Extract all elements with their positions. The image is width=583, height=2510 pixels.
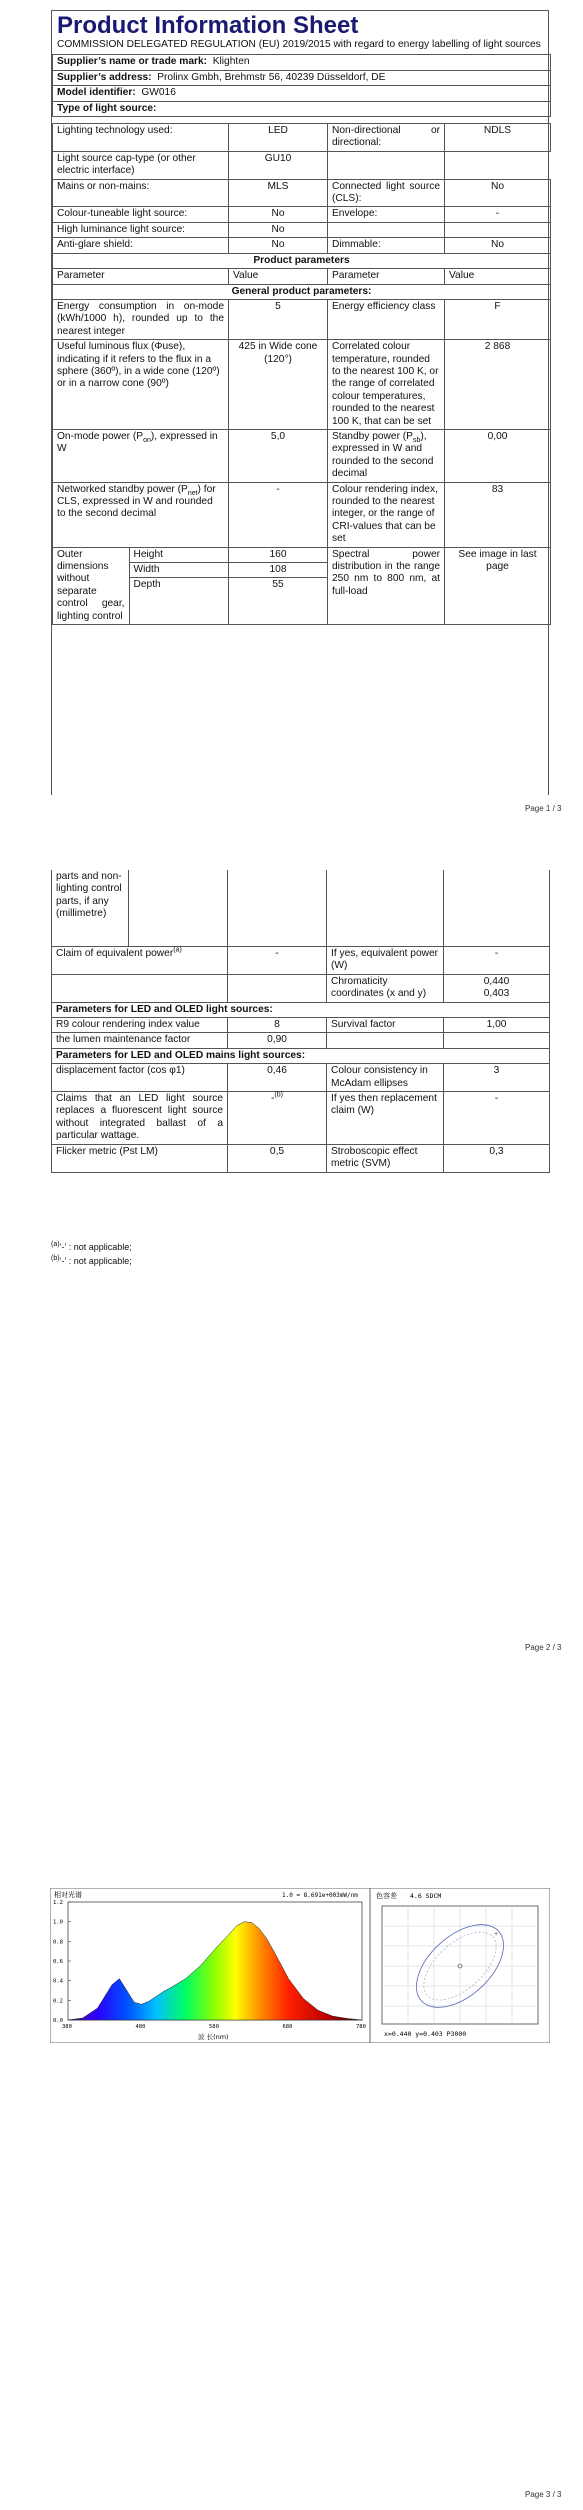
blank-cell: [328, 222, 445, 237]
cie-footer: x=0.440 y=0.403 P3000: [384, 2030, 467, 2038]
led-section-header: Parameters for LED and OLED light sources:: [52, 1002, 550, 1017]
directional-label: Non-directional or directional:: [328, 124, 445, 152]
col-value: Value: [229, 269, 328, 284]
energy-value: 5: [229, 299, 328, 339]
envelope-value: -: [445, 207, 551, 222]
lumen-label: the lumen maintenance factor: [52, 1033, 228, 1048]
blank-cell: [445, 151, 551, 179]
scale-header: 1.0 = 8.691e+003mW/nm: [282, 1892, 358, 1899]
equivalent-w-label: If yes, equivalent power (W): [327, 947, 444, 975]
cct-value: 2 868: [445, 340, 551, 430]
equivalent-power-value: -: [228, 947, 327, 975]
supplier-name-label: Supplier’s name or trade mark:: [57, 56, 208, 68]
dimensions-row: [53, 547, 551, 625]
blank-cell: [228, 870, 327, 947]
equivalent-power-label: Claim of equivalent power$^{(a)}$: [52, 947, 228, 975]
flicker-value: 0,5: [228, 1144, 327, 1172]
blank-cell: [52, 974, 228, 1002]
x-tick-label: 480: [135, 2024, 146, 2030]
network-row: [53, 482, 551, 547]
spd-value: See image in last page: [445, 547, 551, 625]
y-tick-label: 0.4: [53, 1978, 63, 1985]
dimmable-label: Dimmable:: [328, 238, 445, 253]
dimensions-cell: [53, 547, 229, 625]
height-label: Height: [129, 548, 228, 563]
flux-row: [53, 340, 551, 430]
equivalent-w-value: -: [444, 947, 550, 975]
chromaticity-x: 0,440: [483, 975, 510, 987]
cie-header-a: 色容差: [376, 1892, 397, 1900]
dimmable-value: No: [445, 238, 551, 253]
page-1: [0, 0, 583, 820]
chromaticity-value: [444, 974, 550, 1002]
displacement-label: displacement factor (cos φ1): [52, 1064, 228, 1092]
chromaticity-chart: [370, 1888, 550, 2043]
networked-standby-label: Networked standby power $(P_{net})$ for CLS, expressed in W and rounded to the second decimal: [53, 482, 229, 547]
replacement-label: If yes then replacement claim (W): [327, 1092, 444, 1145]
energy-class-label: Energy efficiency class: [328, 299, 445, 339]
page-2: [0, 870, 583, 1670]
depth-label: Depth: [129, 578, 228, 625]
flicker-row: [52, 1144, 550, 1172]
type-header-row: [53, 101, 551, 116]
survival-label: Survival factor: [327, 1018, 444, 1033]
high-luminance-row: [53, 222, 551, 237]
displacement-row: [52, 1064, 550, 1092]
model-value: GW016: [141, 87, 176, 99]
energy-row: [53, 299, 551, 339]
claim-value: -$^{(b)}$: [228, 1092, 327, 1145]
info-sheet-table-continued: [51, 870, 549, 1173]
y-tick-label: 1.0: [53, 1919, 63, 1926]
footnote-a: $^{(a)}$‘-’ : not applicable;: [51, 1241, 132, 1252]
blank-cell: [444, 870, 550, 947]
mains-section-row: [52, 1048, 550, 1063]
flux-value: 425 in Wide cone (120°): [229, 340, 328, 430]
standby-value: 0,00: [445, 429, 551, 482]
cct-label: Correlated colour temperature, rounded to the nearest 100 K, or the range of correlated colour temperatures, rounded to the nearest 100 K, that can be set: [328, 340, 445, 430]
mains-row: [53, 179, 551, 207]
displacement-value: 0,46: [228, 1064, 327, 1092]
tech-row: [53, 124, 551, 152]
replacement-value: -: [444, 1092, 550, 1145]
colour-tuneable-row: [53, 207, 551, 222]
cri-label: Colour rendering index, rounded to the nearest integer, or the range of CRI-values that can be set: [328, 482, 445, 547]
model-label: Model identifier:: [57, 87, 136, 99]
regulation-subtitle: COMMISSION DELEGATED REGULATION (EU) 2019/2015 with regard to energy labelling of light sources: [57, 39, 541, 50]
page-title: Product Information Sheet: [57, 12, 359, 39]
blank-cell: [327, 870, 444, 947]
x-tick-label: 380: [62, 2024, 72, 2030]
x-axis-label: 波 长(nm): [198, 2033, 229, 2041]
chromaticity-y: 0,403: [483, 988, 510, 1000]
dimensions-continued-row: [52, 870, 550, 947]
y-tick-label: 0.0: [53, 2018, 63, 2024]
y-tick-label: 0.6: [53, 1959, 63, 1965]
mains-value: MLS: [229, 179, 328, 207]
dimensions-values: [229, 547, 328, 625]
width-label: Width: [129, 563, 228, 578]
blank-cell: [445, 222, 551, 237]
on-mode-value: 5,0: [229, 429, 328, 482]
y-tick-label: 0.2: [53, 1998, 63, 2005]
col-parameter: Parameter: [328, 269, 445, 284]
column-header-row: [53, 269, 551, 284]
claim-label: Claims that an LED light source replaces a fluorescent light source without integrated ballast of a particular wattage.: [52, 1092, 228, 1145]
cap-label: Light source cap-type (or other electric interface): [53, 151, 229, 179]
led-section-row: [52, 1002, 550, 1017]
info-sheet-table: [51, 10, 549, 795]
survival-value: 1,00: [444, 1018, 550, 1033]
supplier-address-row: [53, 70, 551, 85]
energy-label: Energy consumption in on-mode (kWh/1000 h), rounded up to the nearest integer: [53, 299, 229, 339]
lumen-maintenance-row: [52, 1033, 550, 1048]
cap-value: GU10: [229, 151, 328, 179]
claim-row: [52, 1092, 550, 1145]
col-parameter: Parameter: [53, 269, 229, 284]
dimensions-cell-continued: [52, 870, 228, 947]
page-number: Page 2 / 3: [525, 1643, 562, 1652]
flux-label: Useful luminous flux (Φuse), indicating if it refers to the flux in a sphere (360º), in a wide cone (120º) or in a narrow cone (90º): [53, 340, 229, 430]
r9-row: [52, 1018, 550, 1033]
cls-label: Connected light source (CLS):: [328, 179, 445, 207]
on-mode-label: On-mode power $(P_{on})$, expressed in W: [53, 429, 229, 482]
svm-value: 0,3: [444, 1144, 550, 1172]
lumen-value: 0,90: [228, 1033, 327, 1048]
page-number: Page 3 / 3: [525, 2490, 562, 2499]
dimensions-label: Outer dimensions without separate control gear, lighting control: [53, 548, 129, 625]
params-section-header: Product parameters: [53, 253, 551, 268]
dimensions-label-continued: parts and non-lighting control parts, if any (millimetre): [52, 870, 128, 946]
type-header: Type of light source:: [53, 101, 551, 116]
measured-point: +: [494, 1931, 499, 1938]
supplier-address-label: Supplier’s address:: [57, 71, 152, 83]
x-tick-label: 580: [209, 2024, 219, 2030]
anti-glare-row: [53, 238, 551, 253]
mains-section-header: Parameters for LED and OLED mains light sources:: [52, 1048, 550, 1063]
r9-value: 8: [228, 1018, 327, 1033]
hl-label: High luminance light source:: [53, 222, 229, 237]
cls-value: No: [445, 179, 551, 207]
colour-label: Colour-tuneable light source:: [53, 207, 229, 222]
svm-label: Stroboscopic effect metric (SVM): [327, 1144, 444, 1172]
y-tick-label: 1.2: [53, 1900, 63, 1906]
model-row: [53, 86, 551, 101]
cap-row: [53, 151, 551, 179]
blank-cell: [328, 151, 445, 179]
col-value: Value: [445, 269, 551, 284]
y-tick-label: 0.8: [53, 1939, 63, 1946]
tech-value: LED: [229, 124, 328, 152]
flicker-label: Flicker metric (Pst LM): [52, 1144, 228, 1172]
chromaticity-row: [52, 974, 550, 1002]
mcadam-value: 3: [444, 1064, 550, 1092]
width-value: 108: [229, 563, 327, 578]
equivalent-power-row: [52, 947, 550, 975]
energy-class-value: F: [445, 299, 551, 339]
spectrum-chart: [50, 1888, 370, 2043]
standby-label: Standby power $(P_{sb})$, expressed in W and rounded to the second decimal: [328, 429, 445, 482]
spd-label: Spectral power distribution in the range 250 nm to 800 nm, at full-load: [328, 547, 445, 625]
chromaticity-label: Chromaticity coordinates (x and y): [327, 974, 444, 1002]
page-3: [0, 1690, 583, 2510]
r9-label: R9 colour rendering index value: [52, 1018, 228, 1033]
general-section-row: [53, 284, 551, 299]
supplier-name-value: Klighten: [212, 56, 250, 68]
colour-value: No: [229, 207, 328, 222]
footnote-b: $^{(b)}$‘-’ : not applicable;: [51, 1255, 132, 1266]
mains-label: Mains or non-mains:: [53, 179, 229, 207]
cie-header-b: 4.6 SDCM: [410, 1892, 442, 1900]
networked-standby-value: -: [229, 482, 328, 547]
tech-label: Lighting technology used:: [53, 124, 229, 152]
supplier-name-row: [53, 55, 551, 70]
envelope-label: Envelope:: [328, 207, 445, 222]
directional-value: NDLS: [445, 124, 551, 152]
footnotes: [51, 1240, 132, 1268]
blank-cell: [327, 1033, 444, 1048]
supplier-address-value: Prolinx Gmbh, Brehmstr 56, 40239 Düsseldorf, DE: [157, 71, 386, 83]
x-tick-label: 780: [356, 2024, 366, 2030]
cri-value: 83: [445, 482, 551, 547]
blank-cell: [444, 1033, 550, 1048]
params-section-row: [53, 253, 551, 268]
glare-label: Anti-glare shield:: [53, 238, 229, 253]
x-tick-label: 680: [282, 2024, 293, 2030]
y-axis-label: 相对光谱: [54, 1891, 82, 1899]
glare-value: No: [229, 238, 328, 253]
height-value: 160: [229, 548, 327, 563]
general-section-header: General product parameters:: [53, 284, 551, 299]
hl-value: No: [229, 222, 328, 237]
mcadam-label: Colour consistency in McAdam ellipses: [327, 1064, 444, 1092]
page-number: Page 1 / 3: [525, 804, 562, 813]
blank-cell: [228, 974, 327, 1002]
depth-value: 55: [272, 579, 284, 591]
power-row: [53, 429, 551, 482]
